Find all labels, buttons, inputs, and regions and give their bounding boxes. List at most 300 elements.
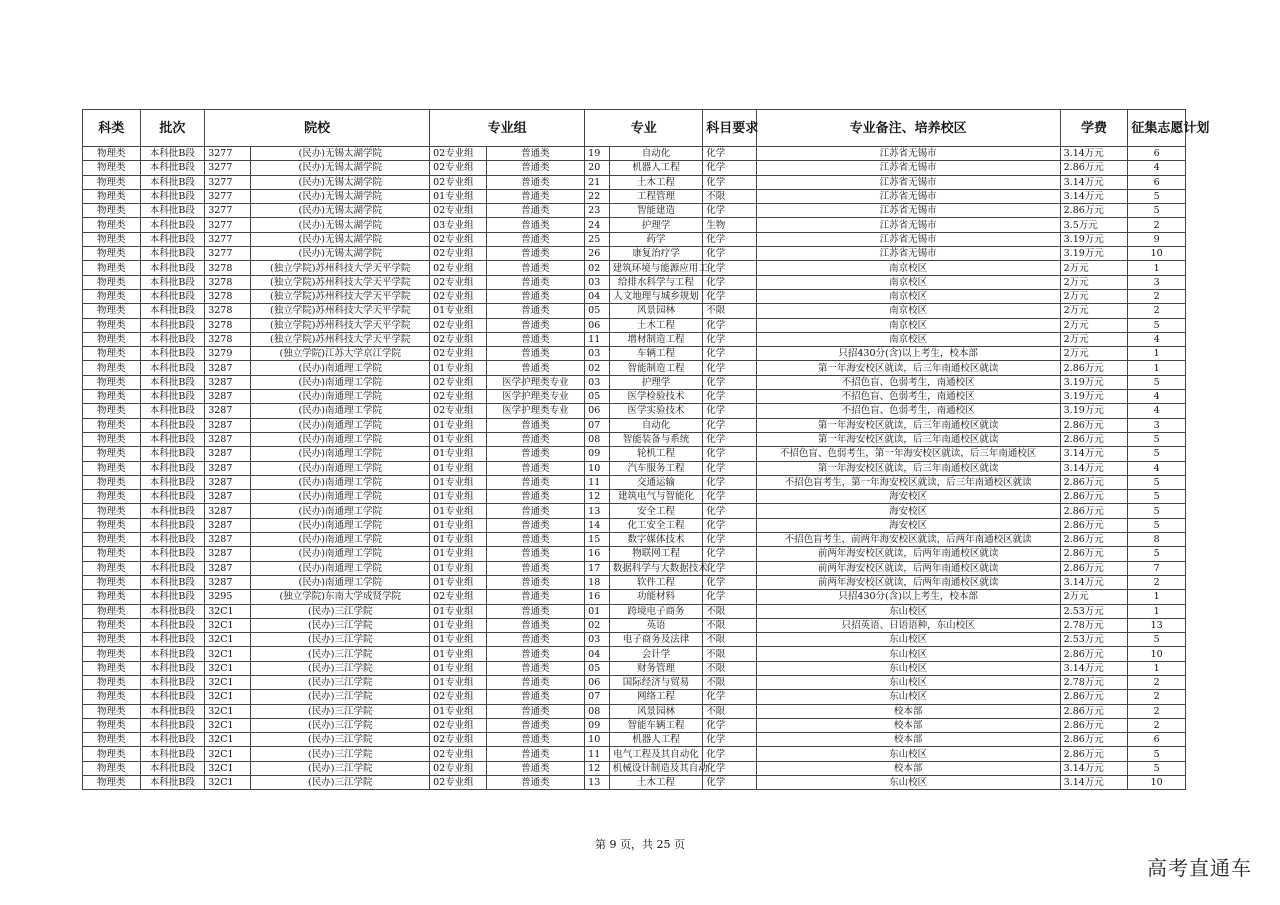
cell-category: 物理类 <box>83 776 141 790</box>
cell-major-code: 18 <box>585 575 610 589</box>
cell-school-code: 3295 <box>205 590 251 604</box>
cell-subject-requirement: 化学 <box>703 533 756 547</box>
cell-batch: 本科批B段 <box>140 418 205 432</box>
admission-table <box>82 109 1210 790</box>
cell-school-name: (独立学院)苏州科技大学天平学院 <box>251 304 430 318</box>
cell-major-name: 跨境电子商务 <box>609 604 702 618</box>
cell-major-code: 07 <box>585 418 610 432</box>
cell-group-type: 普通类 <box>486 175 585 189</box>
cell-notes-campus: 海安校区 <box>756 490 1060 504</box>
cell-tuition: 3.14万元 <box>1060 147 1128 161</box>
cell-major-code: 02 <box>585 261 610 275</box>
cell-major-code: 06 <box>585 675 610 689</box>
cell-subject-requirement: 化学 <box>703 175 756 189</box>
cell-group-type: 普通类 <box>486 518 585 532</box>
cell-batch: 本科批B段 <box>140 518 205 532</box>
cell-tuition: 2.86万元 <box>1060 718 1128 732</box>
cell-school-name: (独立学院)苏州科技大学天平学院 <box>251 275 430 289</box>
cell-major-name: 机械设计制造及其自动 <box>609 761 702 775</box>
cell-plan-count: 6 <box>1128 147 1186 161</box>
cell-group-type: 普通类 <box>486 761 585 775</box>
cell-major-code: 10 <box>585 733 610 747</box>
cell-group-code: 02专业组 <box>430 247 486 261</box>
cell-group-code: 01专业组 <box>430 361 486 375</box>
cell-notes-campus: 校本部 <box>756 733 1060 747</box>
cell-plan-count: 9 <box>1128 232 1186 246</box>
cell-major-name: 网络工程 <box>609 690 702 704</box>
cell-major-code: 20 <box>585 161 610 175</box>
cell-subject-requirement: 化学 <box>703 261 756 275</box>
cell-group-code: 02专业组 <box>430 347 486 361</box>
cell-school-code: 3287 <box>205 575 251 589</box>
cell-tuition: 3.14万元 <box>1060 776 1128 790</box>
cell-tuition: 2.86万元 <box>1060 432 1128 446</box>
cell-group-code: 01专业组 <box>430 547 486 561</box>
cell-tuition: 2万元 <box>1060 261 1128 275</box>
cell-plan-count: 4 <box>1128 404 1186 418</box>
cell-group-type: 普通类 <box>486 261 585 275</box>
cell-notes-campus: 江苏省无锡市 <box>756 218 1060 232</box>
cell-group-type: 普通类 <box>486 147 585 161</box>
cell-school-name: (民办)无锡太湖学院 <box>251 161 430 175</box>
cell-school-code: 32C1 <box>205 747 251 761</box>
cell-batch: 本科批B段 <box>140 247 205 261</box>
table-row <box>83 604 1186 618</box>
cell-school-code: 3287 <box>205 504 251 518</box>
cell-major-name: 英语 <box>609 618 702 632</box>
cell-category: 物理类 <box>83 718 141 732</box>
cell-category: 物理类 <box>83 318 141 332</box>
cell-group-code: 02专业组 <box>430 147 486 161</box>
cell-school-code: 3287 <box>205 375 251 389</box>
cell-tuition: 2.86万元 <box>1060 547 1128 561</box>
cell-school-name: (民办)三江学院 <box>251 675 430 689</box>
cell-plan-count: 2 <box>1128 675 1186 689</box>
cell-group-code: 02专业组 <box>430 733 486 747</box>
cell-subject-requirement: 化学 <box>703 518 756 532</box>
cell-notes-campus: 只招430分(含)以上考生，校本部 <box>756 590 1060 604</box>
table-row <box>83 189 1186 203</box>
cell-major-code: 08 <box>585 704 610 718</box>
cell-notes-campus: 东山校区 <box>756 747 1060 761</box>
cell-school-code: 32C1 <box>205 618 251 632</box>
cell-batch: 本科批B段 <box>140 432 205 446</box>
cell-subject-requirement: 化学 <box>703 475 756 489</box>
cell-notes-campus: 不招色盲、色弱考生，南通校区 <box>756 390 1060 404</box>
cell-batch: 本科批B段 <box>140 704 205 718</box>
cell-school-name: (民办)南通理工学院 <box>251 490 430 504</box>
table-row <box>83 590 1186 604</box>
cell-school-name: (独立学院)苏州科技大学天平学院 <box>251 289 430 303</box>
cell-major-code: 22 <box>585 189 610 203</box>
cell-school-name: (民办)南通理工学院 <box>251 547 430 561</box>
cell-notes-campus: 南京校区 <box>756 261 1060 275</box>
cell-notes-campus: 南京校区 <box>756 318 1060 332</box>
cell-school-name: (民办)三江学院 <box>251 690 430 704</box>
cell-category: 物理类 <box>83 633 141 647</box>
cell-notes-campus: 江苏省无锡市 <box>756 189 1060 203</box>
table-row <box>83 332 1186 346</box>
cell-group-code: 02专业组 <box>430 690 486 704</box>
cell-subject-requirement: 化学 <box>703 275 756 289</box>
cell-group-type: 普通类 <box>486 418 585 432</box>
cell-plan-count: 5 <box>1128 547 1186 561</box>
cell-group-code: 02专业组 <box>430 318 486 332</box>
cell-subject-requirement: 不限 <box>703 633 756 647</box>
cell-school-name: (民办)南通理工学院 <box>251 418 430 432</box>
cell-school-name: (民办)南通理工学院 <box>251 561 430 575</box>
cell-group-type: 普通类 <box>486 776 585 790</box>
cell-category: 物理类 <box>83 189 141 203</box>
cell-school-name: (民办)三江学院 <box>251 661 430 675</box>
cell-group-type: 普通类 <box>486 289 585 303</box>
cell-school-name: (民办)无锡太湖学院 <box>251 175 430 189</box>
cell-plan-count: 5 <box>1128 475 1186 489</box>
cell-batch: 本科批B段 <box>140 361 205 375</box>
cell-major-code: 03 <box>585 347 610 361</box>
cell-batch: 本科批B段 <box>140 618 205 632</box>
table-row <box>83 618 1186 632</box>
cell-group-type: 普通类 <box>486 475 585 489</box>
cell-major-code: 01 <box>585 604 610 618</box>
cell-subject-requirement: 化学 <box>703 404 756 418</box>
cell-school-code: 3278 <box>205 261 251 275</box>
cell-school-code: 3287 <box>205 361 251 375</box>
cell-tuition: 2.53万元 <box>1060 633 1128 647</box>
cell-category: 物理类 <box>83 447 141 461</box>
cell-subject-requirement: 化学 <box>703 432 756 446</box>
cell-group-code: 02专业组 <box>430 161 486 175</box>
cell-subject-requirement: 化学 <box>703 390 756 404</box>
cell-plan-count: 5 <box>1128 447 1186 461</box>
cell-school-name: (民办)南通理工学院 <box>251 575 430 589</box>
cell-subject-requirement: 化学 <box>703 332 756 346</box>
cell-category: 物理类 <box>83 147 141 161</box>
cell-tuition: 3.14万元 <box>1060 761 1128 775</box>
cell-category: 物理类 <box>83 604 141 618</box>
cell-group-code: 02专业组 <box>430 175 486 189</box>
cell-school-code: 3278 <box>205 318 251 332</box>
cell-notes-campus: 只招英语、日语语种，东山校区 <box>756 618 1060 632</box>
cell-subject-requirement: 化学 <box>703 575 756 589</box>
cell-major-name: 车辆工程 <box>609 347 702 361</box>
cell-batch: 本科批B段 <box>140 447 205 461</box>
table-row <box>83 247 1186 261</box>
cell-major-name: 电气工程及其自动化 <box>609 747 702 761</box>
cell-group-code: 01专业组 <box>430 475 486 489</box>
cell-group-code: 02专业组 <box>430 390 486 404</box>
col-header-category: 科类 <box>83 110 141 147</box>
cell-school-name: (民办)无锡太湖学院 <box>251 218 430 232</box>
cell-tuition: 2.78万元 <box>1060 675 1128 689</box>
cell-group-code: 01专业组 <box>430 647 486 661</box>
cell-subject-requirement: 化学 <box>703 690 756 704</box>
cell-notes-campus: 东山校区 <box>756 604 1060 618</box>
table-row <box>83 304 1186 318</box>
cell-subject-requirement: 化学 <box>703 761 756 775</box>
cell-school-name: (民办)三江学院 <box>251 761 430 775</box>
cell-category: 物理类 <box>83 661 141 675</box>
cell-batch: 本科批B段 <box>140 490 205 504</box>
table-row <box>83 733 1186 747</box>
cell-plan-count: 8 <box>1128 533 1186 547</box>
cell-notes-campus: 江苏省无锡市 <box>756 161 1060 175</box>
cell-school-name: (民办)南通理工学院 <box>251 375 430 389</box>
cell-group-type: 普通类 <box>486 318 585 332</box>
cell-notes-campus: 前两年海安校区就读，后两年南通校区就读 <box>756 547 1060 561</box>
cell-group-code: 01专业组 <box>430 675 486 689</box>
cell-subject-requirement: 化学 <box>703 318 756 332</box>
cell-category: 物理类 <box>83 575 141 589</box>
cell-subject-requirement: 化学 <box>703 504 756 518</box>
cell-school-code: 3287 <box>205 390 251 404</box>
cell-tuition: 3.5万元 <box>1060 218 1128 232</box>
cell-category: 物理类 <box>83 261 141 275</box>
table-row <box>83 418 1186 432</box>
cell-school-code: 3287 <box>205 518 251 532</box>
cell-notes-campus: 江苏省无锡市 <box>756 147 1060 161</box>
cell-plan-count: 5 <box>1128 518 1186 532</box>
cell-subject-requirement: 不限 <box>703 604 756 618</box>
cell-major-name: 增材制造工程 <box>609 332 702 346</box>
cell-batch: 本科批B段 <box>140 733 205 747</box>
cell-group-code: 02专业组 <box>430 275 486 289</box>
table-row <box>83 347 1186 361</box>
cell-group-type: 普通类 <box>486 189 585 203</box>
cell-batch: 本科批B段 <box>140 504 205 518</box>
cell-tuition: 2.86万元 <box>1060 204 1128 218</box>
cell-group-type: 普通类 <box>486 675 585 689</box>
cell-major-code: 16 <box>585 547 610 561</box>
cell-tuition: 3.19万元 <box>1060 375 1128 389</box>
cell-tuition: 2.86万元 <box>1060 518 1128 532</box>
cell-tuition: 2.86万元 <box>1060 704 1128 718</box>
cell-subject-requirement: 化学 <box>703 361 756 375</box>
cell-major-code: 12 <box>585 490 610 504</box>
cell-plan-count: 2 <box>1128 218 1186 232</box>
cell-group-code: 01专业组 <box>430 633 486 647</box>
cell-group-code: 02专业组 <box>430 761 486 775</box>
cell-major-name: 智能车辆工程 <box>609 718 702 732</box>
cell-group-type: 普通类 <box>486 561 585 575</box>
cell-major-name: 护理学 <box>609 375 702 389</box>
cell-plan-count: 6 <box>1128 175 1186 189</box>
cell-category: 物理类 <box>83 733 141 747</box>
cell-school-name: (民办)三江学院 <box>251 633 430 647</box>
cell-major-name: 软件工程 <box>609 575 702 589</box>
cell-subject-requirement: 化学 <box>703 147 756 161</box>
cell-major-code: 02 <box>585 618 610 632</box>
table-row <box>83 575 1186 589</box>
cell-school-name: (民办)南通理工学院 <box>251 504 430 518</box>
cell-school-code: 3277 <box>205 175 251 189</box>
cell-major-name: 智能建造 <box>609 204 702 218</box>
cell-group-type: 普通类 <box>486 690 585 704</box>
cell-tuition: 2.86万元 <box>1060 490 1128 504</box>
cell-tuition: 3.14万元 <box>1060 189 1128 203</box>
cell-plan-count: 5 <box>1128 432 1186 446</box>
cell-subject-requirement: 化学 <box>703 718 756 732</box>
cell-subject-requirement: 化学 <box>703 204 756 218</box>
cell-major-name: 机器人工程 <box>609 733 702 747</box>
cell-school-name: (民办)三江学院 <box>251 647 430 661</box>
cell-notes-campus: 东山校区 <box>756 633 1060 647</box>
cell-plan-count: 2 <box>1128 718 1186 732</box>
cell-group-type: 普通类 <box>486 304 585 318</box>
cell-tuition: 2.86万元 <box>1060 533 1128 547</box>
cell-plan-count: 6 <box>1128 733 1186 747</box>
cell-subject-requirement: 生物 <box>703 218 756 232</box>
cell-major-code: 03 <box>585 275 610 289</box>
cell-notes-campus: 不招色盲考生，前两年海安校区就读，后两年南通校区就读 <box>756 533 1060 547</box>
cell-category: 物理类 <box>83 418 141 432</box>
table-row <box>83 504 1186 518</box>
cell-plan-count: 2 <box>1128 304 1186 318</box>
cell-subject-requirement: 化学 <box>703 232 756 246</box>
cell-group-code: 02专业组 <box>430 590 486 604</box>
cell-subject-requirement: 化学 <box>703 418 756 432</box>
table-row <box>83 175 1186 189</box>
table-row <box>83 147 1186 161</box>
cell-school-name: (民办)南通理工学院 <box>251 475 430 489</box>
cell-school-code: 3279 <box>205 347 251 361</box>
cell-group-code: 01专业组 <box>430 561 486 575</box>
cell-tuition: 2.86万元 <box>1060 504 1128 518</box>
cell-major-code: 02 <box>585 361 610 375</box>
cell-major-name: 交通运输 <box>609 475 702 489</box>
cell-category: 物理类 <box>83 432 141 446</box>
cell-tuition: 3.19万元 <box>1060 390 1128 404</box>
cell-group-code: 01专业组 <box>430 461 486 475</box>
cell-category: 物理类 <box>83 561 141 575</box>
col-header-school: 院校 <box>205 110 430 147</box>
cell-group-type: 普通类 <box>486 633 585 647</box>
cell-notes-campus: 江苏省无锡市 <box>756 247 1060 261</box>
cell-group-code: 01专业组 <box>430 618 486 632</box>
table-row <box>83 447 1186 461</box>
cell-tuition: 3.19万元 <box>1060 247 1128 261</box>
cell-batch: 本科批B段 <box>140 204 205 218</box>
cell-major-code: 12 <box>585 761 610 775</box>
table-row <box>83 289 1186 303</box>
cell-category: 物理类 <box>83 289 141 303</box>
cell-group-type: 普通类 <box>486 718 585 732</box>
cell-plan-count: 5 <box>1128 761 1186 775</box>
cell-major-name: 机器人工程 <box>609 161 702 175</box>
cell-batch: 本科批B段 <box>140 318 205 332</box>
cell-batch: 本科批B段 <box>140 533 205 547</box>
cell-major-name: 轮机工程 <box>609 447 702 461</box>
cell-batch: 本科批B段 <box>140 404 205 418</box>
cell-subject-requirement: 不限 <box>703 304 756 318</box>
cell-plan-count: 7 <box>1128 561 1186 575</box>
cell-tuition: 2万元 <box>1060 318 1128 332</box>
cell-notes-campus: 校本部 <box>756 718 1060 732</box>
cell-major-name: 功能材料 <box>609 590 702 604</box>
cell-notes-campus: 南京校区 <box>756 304 1060 318</box>
cell-plan-count: 5 <box>1128 375 1186 389</box>
cell-school-code: 3287 <box>205 432 251 446</box>
cell-group-type: 普通类 <box>486 432 585 446</box>
cell-group-type: 普通类 <box>486 447 585 461</box>
table-row <box>83 561 1186 575</box>
cell-tuition: 2万元 <box>1060 275 1128 289</box>
cell-major-code: 23 <box>585 204 610 218</box>
cell-school-name: (民办)南通理工学院 <box>251 518 430 532</box>
cell-tuition: 2.86万元 <box>1060 361 1128 375</box>
cell-school-code: 3278 <box>205 332 251 346</box>
cell-category: 物理类 <box>83 547 141 561</box>
cell-school-code: 32C1 <box>205 647 251 661</box>
cell-major-code: 17 <box>585 561 610 575</box>
cell-category: 物理类 <box>83 375 141 389</box>
cell-major-name: 化工安全工程 <box>609 518 702 532</box>
cell-notes-campus: 东山校区 <box>756 661 1060 675</box>
cell-subject-requirement: 不限 <box>703 661 756 675</box>
cell-batch: 本科批B段 <box>140 390 205 404</box>
col-header-notes-campus: 专业备注、培养校区 <box>756 110 1060 147</box>
cell-plan-count: 10 <box>1128 776 1186 790</box>
cell-group-type: 普通类 <box>486 361 585 375</box>
cell-tuition: 2.86万元 <box>1060 161 1128 175</box>
cell-major-code: 16 <box>585 590 610 604</box>
table-row <box>83 747 1186 761</box>
cell-group-code: 02专业组 <box>430 747 486 761</box>
cell-major-name: 智能装备与系统 <box>609 432 702 446</box>
cell-notes-campus: 海安校区 <box>756 518 1060 532</box>
cell-major-name: 人文地理与城乡规划 <box>609 289 702 303</box>
cell-subject-requirement: 化学 <box>703 590 756 604</box>
cell-notes-campus: 前两年海安校区就读，后两年南通校区就读 <box>756 561 1060 575</box>
cell-batch: 本科批B段 <box>140 332 205 346</box>
cell-major-code: 25 <box>585 232 610 246</box>
cell-subject-requirement: 化学 <box>703 776 756 790</box>
cell-group-code: 01专业组 <box>430 504 486 518</box>
cell-major-code: 14 <box>585 518 610 532</box>
cell-plan-count: 4 <box>1128 461 1186 475</box>
cell-batch: 本科批B段 <box>140 175 205 189</box>
cell-tuition: 3.14万元 <box>1060 447 1128 461</box>
cell-tuition: 2.86万元 <box>1060 733 1128 747</box>
cell-school-name: (民办)三江学院 <box>251 733 430 747</box>
table-row <box>83 404 1186 418</box>
cell-group-type: 普通类 <box>486 232 585 246</box>
cell-major-code: 06 <box>585 318 610 332</box>
table-row <box>83 675 1186 689</box>
cell-notes-campus: 不招色盲、色弱考生，南通校区 <box>756 375 1060 389</box>
cell-tuition: 3.14万元 <box>1060 661 1128 675</box>
cell-major-code: 09 <box>585 718 610 732</box>
cell-batch: 本科批B段 <box>140 718 205 732</box>
cell-notes-campus: 第一年海安校区就读，后三年南通校区就读 <box>756 361 1060 375</box>
cell-category: 物理类 <box>83 232 141 246</box>
table-row <box>83 690 1186 704</box>
cell-major-code: 04 <box>585 289 610 303</box>
cell-group-type: 普通类 <box>486 504 585 518</box>
cell-school-name: (独立学院)东南大学成贤学院 <box>251 590 430 604</box>
cell-subject-requirement: 化学 <box>703 347 756 361</box>
cell-batch: 本科批B段 <box>140 232 205 246</box>
cell-school-name: (独立学院)苏州科技大学天平学院 <box>251 332 430 346</box>
cell-batch: 本科批B段 <box>140 561 205 575</box>
cell-batch: 本科批B段 <box>140 776 205 790</box>
table-row <box>83 761 1186 775</box>
cell-major-code: 24 <box>585 218 610 232</box>
col-header-major-group: 专业组 <box>430 110 585 147</box>
cell-school-name: (民办)三江学院 <box>251 718 430 732</box>
cell-school-code: 3277 <box>205 232 251 246</box>
table-row <box>83 261 1186 275</box>
